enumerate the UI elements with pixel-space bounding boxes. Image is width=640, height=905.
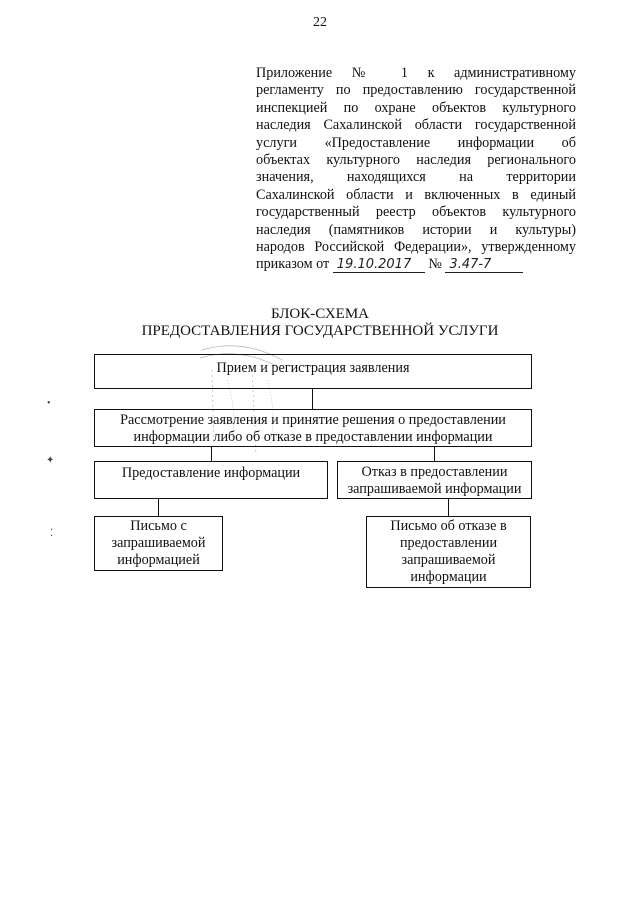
result-letter-refusal-line: Письмо об отказе в [390, 518, 507, 534]
appendix-line: значения, находящихся на территории [256, 169, 576, 186]
order-number-prefix: № [428, 256, 442, 272]
branch-provide-info [94, 461, 328, 499]
order-date-handwritten: 19.10.2017 [333, 258, 425, 273]
branch-refusal [337, 461, 532, 499]
page-number: 22 [313, 15, 327, 30]
appendix-line: инспекцией по охране объектов культурного [256, 99, 576, 116]
step-receive-registration [94, 354, 532, 389]
result-letter-refusal-line: запрашиваемой [401, 552, 496, 568]
connector-right-result [448, 499, 449, 516]
branch-refusal-line2: запрашиваемой информации [347, 481, 522, 497]
step-receive-registration-label: Прием и регистрация заявления [216, 360, 410, 376]
scan-speck: • [47, 398, 51, 409]
step-review-line1: Рассмотрение заявления и принятие решения о предоставлении [120, 412, 506, 428]
appendix-line: народов Российской Федерации», утвержденному [256, 239, 576, 256]
order-reference [256, 256, 586, 273]
appendix-line: Сахалинской области и включенных в единый [256, 186, 576, 203]
result-letter-refusal-line: информации [410, 569, 487, 585]
result-letter-refusal-line: предоставлении [399, 535, 498, 551]
appendix-header [256, 65, 576, 256]
appendix-line: услуги «Предоставление информации об [256, 134, 576, 151]
order-number-handwritten: 3.47-7 [445, 258, 523, 273]
connector-step2-left [211, 447, 212, 461]
connector-step1-step2 [312, 389, 313, 409]
step-review-decision [94, 409, 532, 447]
result-letter-info [94, 516, 223, 571]
order-prefix: приказом от [256, 256, 330, 272]
branch-provide-info-label: Предоставление информации [121, 465, 301, 481]
connector-left-result [158, 499, 159, 516]
appendix-line: объектах культурного наследия регионального [256, 152, 576, 169]
appendix-line: Приложение № 1 к административному [256, 65, 576, 81]
flowchart-title: БЛОК-СХЕМА [270, 306, 370, 322]
step-review-line2: информации либо об отказе в предоставлении информации [133, 429, 493, 445]
appendix-line: регламенту по предоставлению государственной [256, 82, 576, 99]
result-letter-info-line: Письмо с [130, 518, 187, 534]
scan-speck: ✦ [46, 455, 55, 466]
result-letter-info-line: запрашиваемой [111, 535, 206, 551]
branch-refusal-line1: Отказ в предоставлении [361, 464, 508, 480]
flowchart-subtitle: ПРЕДОСТАВЛЕНИЯ ГОСУДАРСТВЕННОЙ УСЛУГИ [141, 323, 499, 339]
scan-speck: ⁚ [50, 528, 54, 539]
appendix-line: государственный реестр объектов культурного [256, 204, 576, 221]
appendix-line: наследия (памятников истории и культуры) [256, 221, 576, 238]
appendix-line: наследия Сахалинской области государственной [256, 117, 576, 134]
connector-step2-right [434, 447, 435, 461]
result-letter-refusal [366, 516, 531, 588]
result-letter-info-line: информацией [117, 552, 200, 568]
